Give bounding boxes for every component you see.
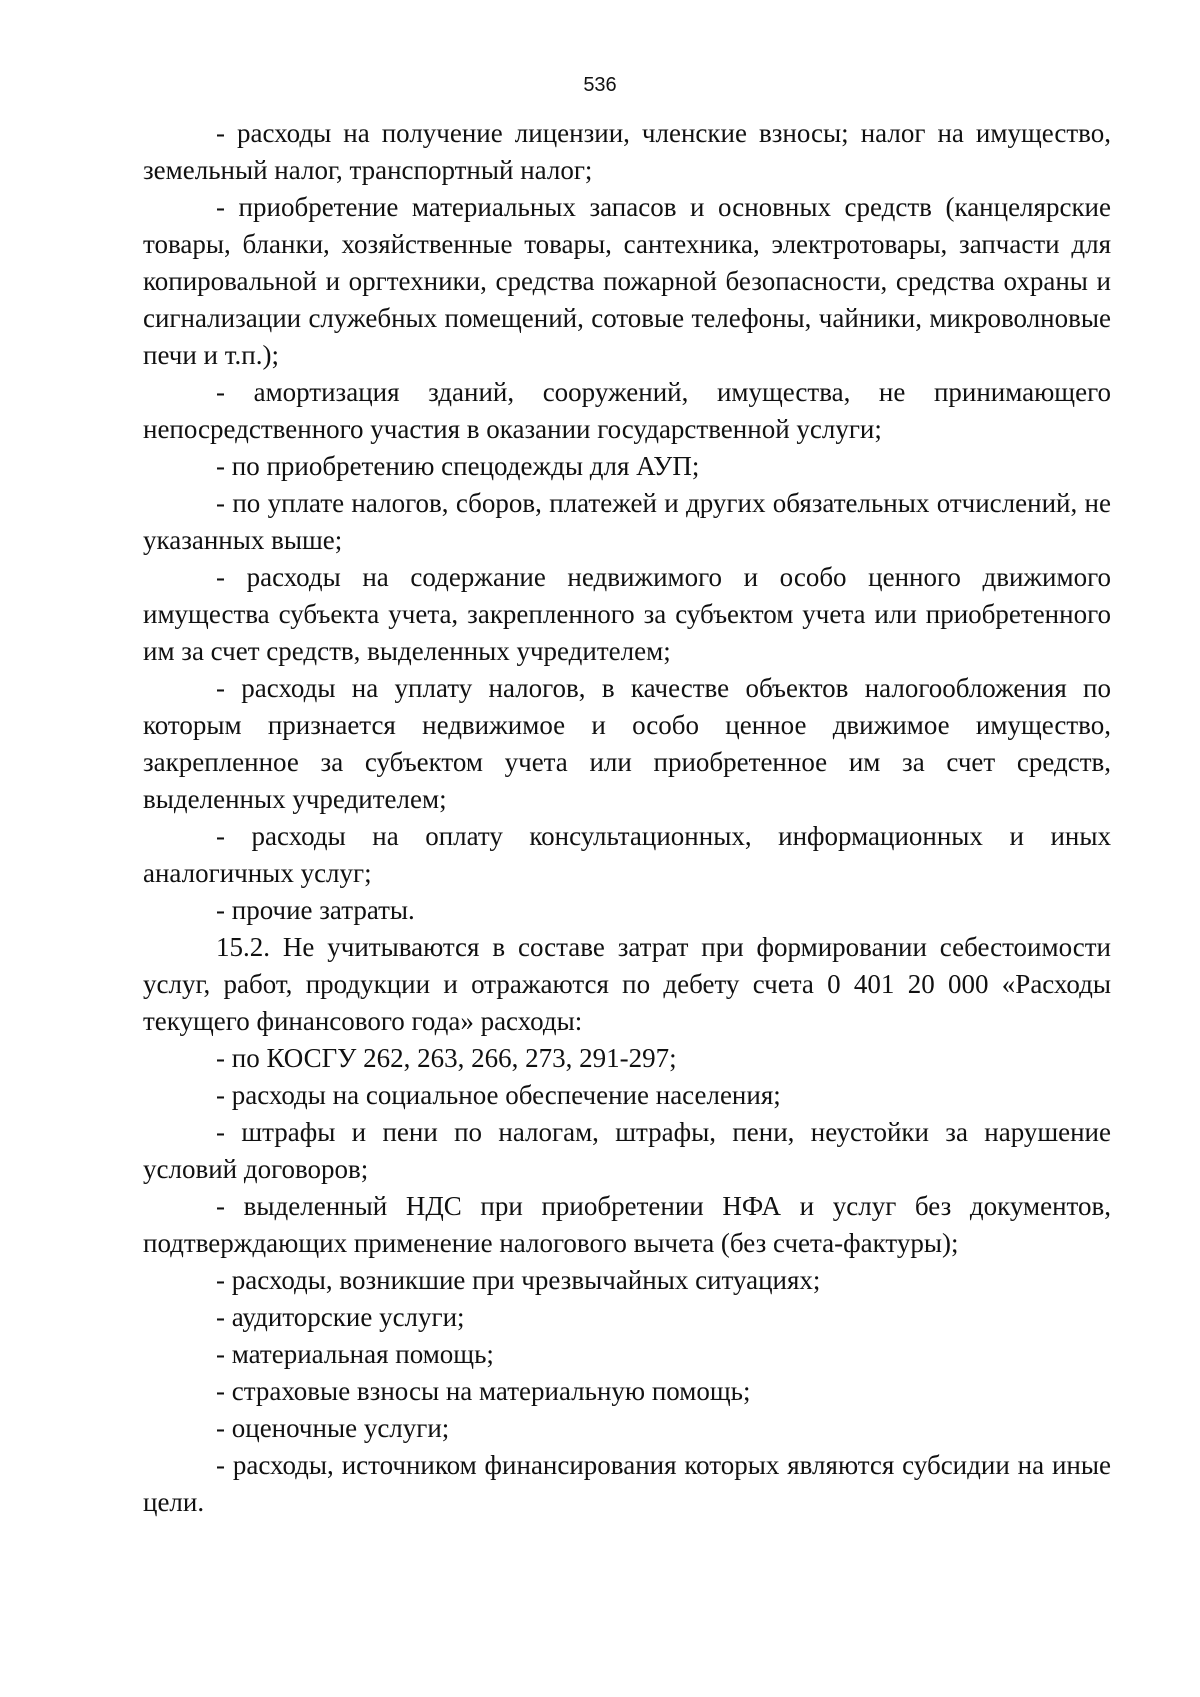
paragraph-financial-aid: - материальная помощь; xyxy=(216,1339,494,1369)
paragraph-license-taxes: - расходы на получение лицензии, членские взносы; налог на имущество, земельный налог, транспортный налог; xyxy=(143,118,1111,185)
paragraph-property-maintenance: - расходы на содержание недвижимого и особо ценного движимого имущества субъекта учета, закрепленного за субъектом учета или приобретенного им за счет средств, выделенных учредителем; xyxy=(143,562,1111,666)
paragraph-consulting: - расходы на оплату консультационных, информационных и иных аналогичных услуг; xyxy=(143,821,1111,888)
paragraph-other-taxes: - по уплате налогов, сборов, платежей и других обязательных отчислений, не указанных выше; xyxy=(143,488,1111,555)
paragraph-inventory-purchase: - приобретение материальных запасов и основных средств (канцелярские товары, бланки, хозяйственные товары, сантехника, электротовары, запчасти для копировальной и оргтехники, средства пожарной безопасности, средства охраны и сигнализации служебных помещений, сотовые телефоны, чайники, микроволновые печи и т.п.); xyxy=(143,192,1111,370)
paragraph-subsidies: - расходы, источником финансирования которых являются субсидии на иные цели. xyxy=(143,1450,1111,1517)
paragraph-other-costs: - прочие затраты. xyxy=(216,895,415,925)
paragraph-section-15-2: 15.2. Не учитываются в составе затрат при формировании себестоимости услуг, работ, продукции и отражаются по дебету счета 0 401 20 000 «Расходы текущего финансового года» расходы: xyxy=(143,932,1111,1036)
paragraph-fines: - штрафы и пени по налогам, штрафы, пени, неустойки за нарушение условий договоров; xyxy=(143,1117,1111,1184)
page-number: 536 xyxy=(583,74,617,96)
paragraph-valuation: - оценочные услуги; xyxy=(216,1413,450,1443)
document-body xyxy=(143,115,1111,1521)
paragraph-insurance-contributions: - страховые взносы на материальную помощь; xyxy=(216,1376,751,1406)
paragraph-property-taxes: - расходы на уплату налогов, в качестве объектов налогообложения по которым признается недвижимое и особо ценное движимое имущество, закрепленное за субъектом учета или приобретенное им за счет средств, выделенных учредителем; xyxy=(143,673,1111,814)
paragraph-audit: - аудиторские услуги; xyxy=(216,1302,465,1332)
paragraph-vat: - выделенный НДС при приобретении НФА и услуг без документов, подтверждающих применение налогового вычета (без счета-фактуры); xyxy=(143,1191,1111,1258)
paragraph-social-security: - расходы на социальное обеспечение населения; xyxy=(216,1080,781,1110)
paragraph-kosgu: - по КОСГУ 262, 263, 266, 273, 291-297; xyxy=(216,1043,677,1073)
paragraph-workwear: - по приобретению спецодежды для АУП; xyxy=(216,451,700,481)
paragraph-emergency: - расходы, возникшие при чрезвычайных ситуациях; xyxy=(216,1265,821,1295)
paragraph-depreciation: - амортизация зданий, сооружений, имущества, не принимающего непосредственного участия в оказании государственной услуги; xyxy=(143,377,1111,444)
